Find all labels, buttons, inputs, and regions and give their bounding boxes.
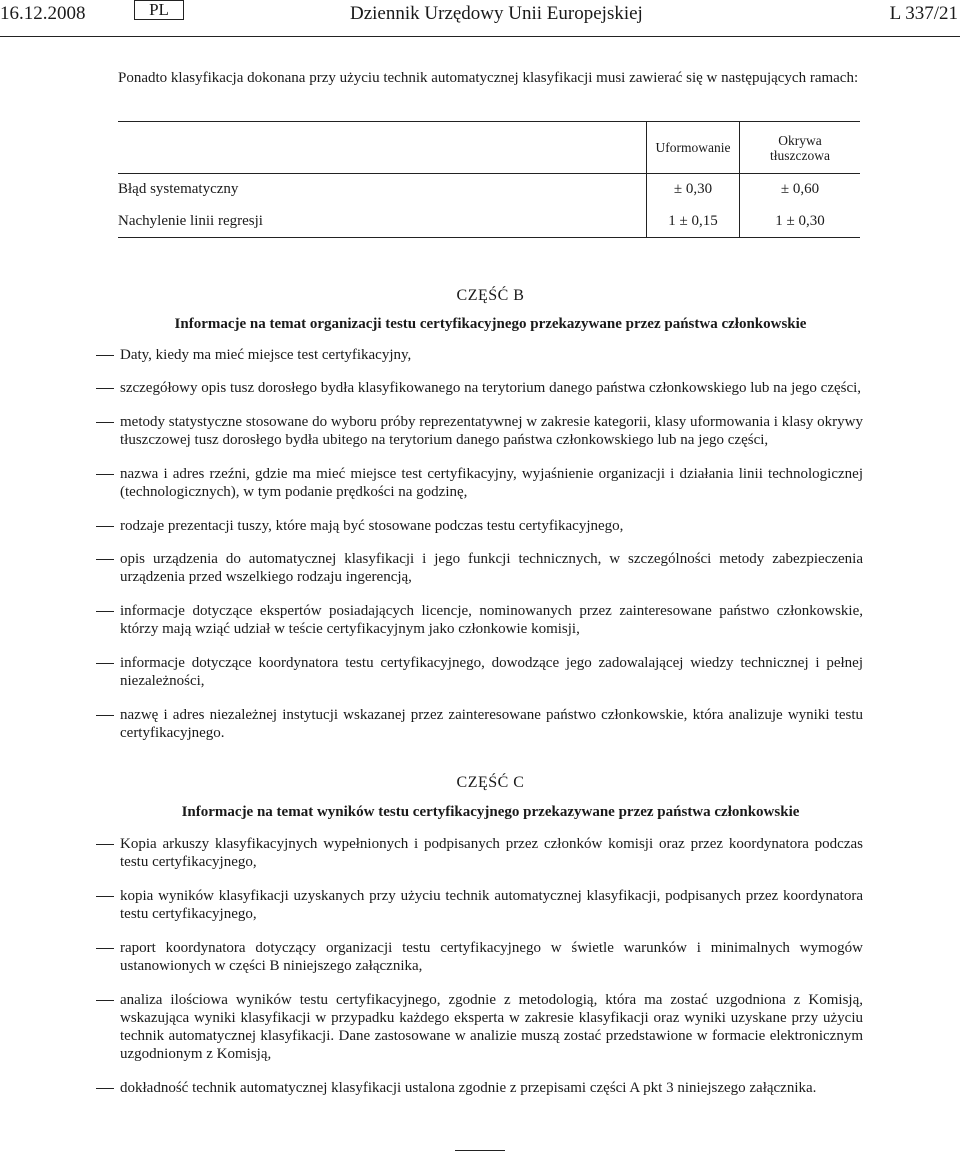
list-item — [96, 939, 863, 975]
list-item — [96, 1079, 863, 1097]
section-c-title: Informacje na temat wyników testu certyfikacyjnego przekazywane przez państwa członkowskie — [181, 804, 800, 820]
list-item-text: Kopia arkuszy klasyfikacyjnych wypełnionych i podpisanych przez członków komisji oraz przez koordynatora podczas testu certyfikacyjnego, — [120, 836, 863, 870]
section-b-label: CZĘŚĆ B — [456, 287, 525, 304]
dash-marker — [96, 422, 114, 423]
dash-marker — [96, 1088, 114, 1089]
page-header — [0, 0, 960, 37]
list-item-text: rodzaje prezentacji tuszy, które mają być stosowane podczas testu certyfikacyjnego, — [120, 518, 624, 534]
list-item-text: informacje dotyczące koordynatora testu certyfikacyjnego, dowodzące jego zadowalającej wiedzy technicznej i pełnej niezależności, — [120, 655, 863, 689]
list-item — [96, 835, 863, 871]
dash-marker — [96, 474, 114, 475]
table-header-fat-cover-label: Okrywa tłuszczowa — [770, 132, 830, 163]
list-item-text: szczegółowy opis tusz dorosłego bydła klasyfikowanego na terytorium danego państwa członkowskiego lub na jego części, — [120, 380, 862, 396]
table-cell-value: 1 ± 0,30 — [740, 206, 861, 238]
dash-marker — [96, 526, 114, 527]
table-cell-label: Nachylenie linii regresji — [118, 212, 263, 229]
list-item — [96, 465, 863, 501]
list-item-text: metody statystyczne stosowane do wyboru próby reprezentatywnej w zakresie kategorii, klasy uformowania i klasy okrywy tłuszczowej tusz dorosłego bydła ubitego na terytorium danego państwa członkowskiego lub na jego części, — [120, 414, 863, 448]
page-reference: L 337/21 — [889, 3, 958, 24]
list-item-text: Daty, kiedy ma mieć miejsce test certyfikacyjny, — [120, 347, 412, 363]
list-item — [96, 654, 863, 690]
dash-marker — [96, 948, 114, 949]
section-b-title: Informacje na temat organizacji testu certyfikacyjnego przekazywane przez państwa członkowskie — [174, 316, 807, 332]
dash-marker — [96, 844, 114, 845]
dash-marker — [96, 663, 114, 664]
list-item-text: raport koordynatora dotyczący organizacji testu certyfikacyjnego w świetle warunków i minimalnych wymogów ustanowionych w części B niniejszego załącznika, — [120, 940, 863, 974]
table-header-row — [118, 122, 860, 174]
tolerance-table — [118, 121, 860, 238]
language-box: PL — [134, 0, 184, 20]
list-item-text: analiza ilościowa wyników testu certyfikacyjnego, zgodnie z metodologią, która ma zostać uzgodniona z Komisją, wskazująca wyniki klasyfikacji w przypadku każdego eksperta w zakresie klasyfikacji oraz wyniki uzyskane przy użyciu technik automatycznej klasyfikacji. Dane zastosowane w analizie muszą zostać przedstawione w formacie elektronicznym uzgodnionym z Komisją, — [120, 992, 863, 1062]
table-cell-value: ± 0,30 — [647, 174, 740, 206]
section-b-list — [96, 346, 863, 742]
list-item-text: informacje dotyczące ekspertów posiadających licencje, nominowanych przez zainteresowane państwo członkowskie, którzy mają wziąć udział w teście certyfikacyjnym jako członkowie komisji, — [120, 603, 863, 637]
dash-marker — [96, 611, 114, 612]
list-item — [96, 413, 863, 449]
list-item — [96, 706, 863, 742]
table-header-fat-cover — [740, 122, 861, 174]
list-item — [96, 379, 863, 397]
publication-date: 16.12.2008 — [0, 3, 86, 24]
list-item-text: opis urządzenia do automatycznej klasyfikacji i jego funkcji technicznych, w szczególności metody zabezpieczenia urządzenia przed wszelkiego rodzaju ingerencją, — [120, 551, 863, 585]
dash-marker — [96, 1000, 114, 1001]
table-header-empty — [118, 122, 647, 174]
dash-marker — [96, 896, 114, 897]
list-item — [96, 550, 863, 586]
list-item-text: kopia wyników klasyfikacji uzyskanych przy użyciu technik automatycznej klasyfikacji, podpisanych przez koordynatora testu certyfikacyjnego, — [120, 888, 863, 922]
table-row — [118, 174, 860, 206]
dash-marker — [96, 559, 114, 560]
section-c-label: CZĘŚĆ C — [456, 774, 525, 791]
list-item-text: nazwę i adres niezależnej instytucji wskazanej przez zainteresowane państwo członkowskie, która analizuje wyniki testu certyfikacyjnego. — [120, 707, 863, 741]
journal-title: Dziennik Urzędowy Unii Europejskiej — [350, 3, 643, 24]
dash-marker — [96, 715, 114, 716]
table-cell-value: ± 0,60 — [740, 174, 861, 206]
table-cell-value: 1 ± 0,15 — [647, 206, 740, 238]
table-header-conformation: Uformowanie — [647, 122, 740, 174]
dash-marker — [96, 388, 114, 389]
list-item — [96, 346, 863, 364]
footnote-separator — [455, 1150, 505, 1151]
table-cell-label: Błąd systematyczny — [118, 181, 239, 198]
dash-marker — [96, 355, 114, 356]
list-item — [96, 602, 863, 638]
list-item — [96, 887, 863, 923]
intro-paragraph: Ponadto klasyfikacja dokonana przy użyciu technik automatycznej klasyfikacji musi zawierać się w następujących ramach: — [118, 70, 859, 86]
section-c-list — [96, 835, 863, 1097]
list-item — [96, 517, 863, 535]
list-item-text: nazwa i adres rzeźni, gdzie ma mieć miejsce test certyfikacyjny, wyjaśnienie organizacji i działania linii technologicznej (technologicznych), w tym podanie prędkości na godzinę, — [120, 466, 863, 500]
list-item — [96, 991, 863, 1063]
list-item-text: dokładność technik automatycznej klasyfikacji ustalona zgodnie z przepisami części A pkt 3 niniejszego załącznika. — [120, 1080, 817, 1096]
table-row — [118, 206, 860, 238]
